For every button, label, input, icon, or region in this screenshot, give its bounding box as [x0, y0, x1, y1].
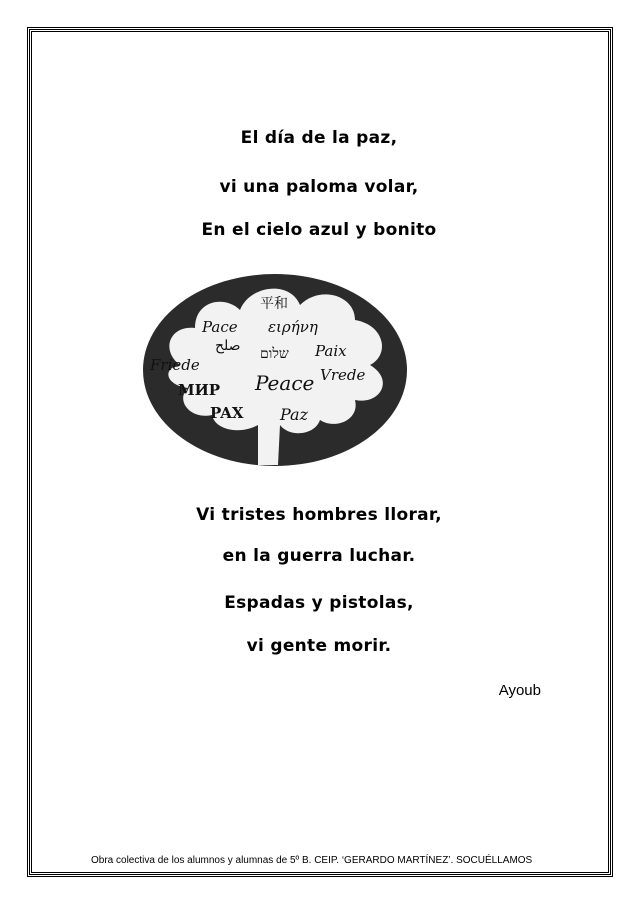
emblem-word-5: שלום	[260, 346, 289, 362]
poem-line-3: En el cielo azul y bonito	[201, 220, 437, 240]
emblem-word-2: Pace	[202, 318, 238, 336]
page-footer: Obra colectiva de los alumnos y alumnas de 5º B. CEIP. ‘GERARDO MARTÍNEZ’. SOCUÉLLAMOS	[91, 855, 533, 866]
emblem-word-8: Vrede	[320, 366, 366, 384]
emblem-word-1: 平和	[260, 296, 288, 312]
emblem-word-3: ειρήνη	[268, 318, 318, 336]
poem-line-4: Vi tristes hombres llorar,	[196, 505, 442, 525]
poem-line-2: vi una paloma volar,	[219, 177, 419, 197]
poem-line-7: vi gente morir.	[246, 636, 392, 656]
emblem-word-4: صلح	[215, 338, 241, 354]
emblem-word-10: Peace	[255, 371, 315, 395]
poem-line-5: en la guerra luchar.	[222, 546, 416, 566]
poem-author: Ayoub	[498, 682, 541, 699]
emblem-word-11: PAX	[210, 404, 244, 422]
emblem-word-9: МИР	[178, 381, 221, 399]
emblem-word-12: Paz	[280, 405, 309, 424]
peace-tree-emblem	[140, 270, 410, 470]
poem-line-6: Espadas y pistolas,	[224, 593, 414, 613]
poem-line-1: El día de la paz,	[240, 128, 398, 148]
emblem-word-7: Friede	[150, 356, 200, 374]
emblem-word-6: Paix	[315, 342, 347, 360]
peace-tree-graphic	[140, 270, 410, 470]
